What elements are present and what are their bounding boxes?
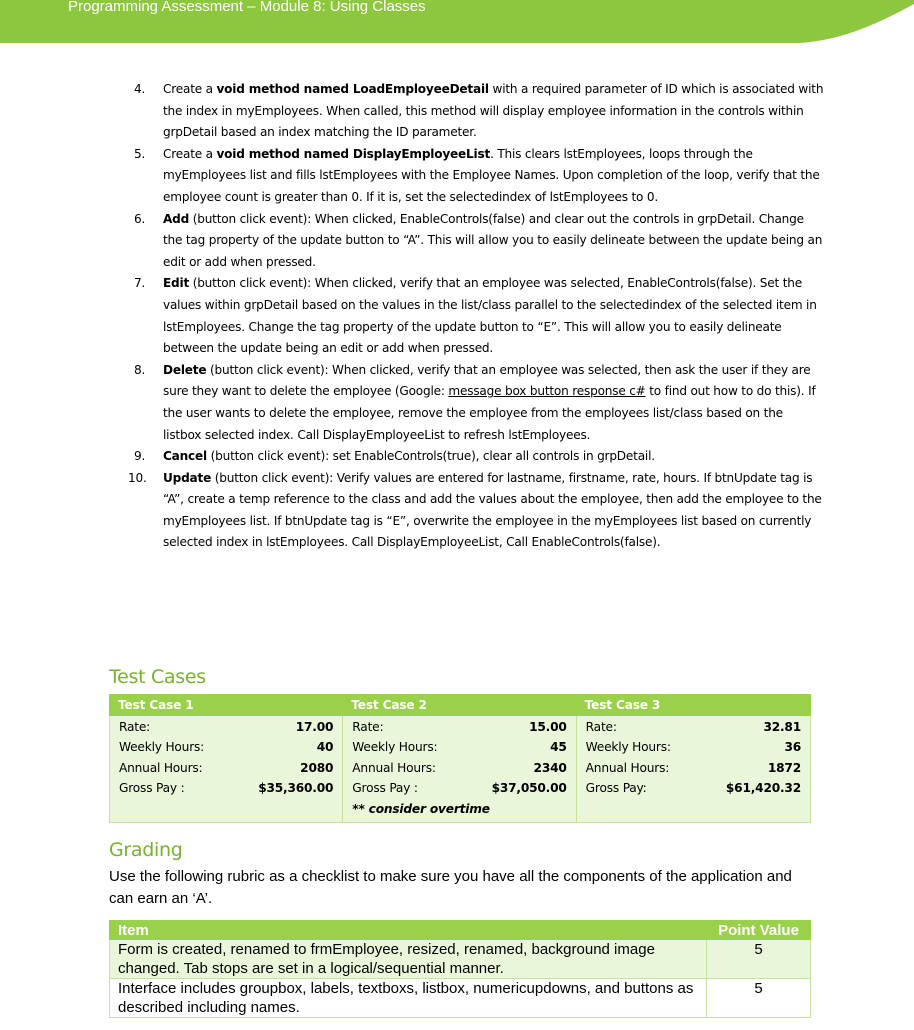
test-cases-table: [109, 694, 811, 823]
tc3-annual-label: Annual Hours:: [585, 760, 670, 775]
test-cases-heading: Test Cases: [109, 666, 206, 688]
step-keyword: void method named DisplayEmployeeList: [216, 146, 491, 161]
tc1-weekly-value: 40: [316, 740, 334, 755]
grading-heading: Grading: [109, 839, 183, 861]
test-case-3-cell: [576, 716, 810, 823]
step-number: 10.: [128, 470, 147, 485]
rubric-row: [110, 940, 811, 979]
rubric-points-header: Point Value: [707, 921, 811, 940]
tc3-weekly-row: [578, 737, 809, 757]
tc2-rate-label: Rate:: [352, 720, 384, 734]
tc3-weekly-label: Weekly Hours:: [585, 740, 671, 755]
tc2-weekly-row: [344, 737, 574, 757]
tc3-annual-value: 1872: [767, 760, 801, 775]
tc1-annual-value: 2080: [300, 760, 334, 775]
step-text: (button click event): When clicked, EnableControls(false) and clear out the controls in grpDetail. Change the tag property of the update button to “A”. This will allow you to easily delineate between the update being an edit or add when pressed.: [163, 211, 823, 269]
step-number: 9.: [134, 449, 146, 464]
tc2-gross-value: $37,050.00: [491, 781, 567, 796]
tc2-annual-label: Annual Hours:: [352, 760, 436, 775]
step-number: 8.: [134, 362, 146, 377]
step-text: Create a: [163, 146, 217, 161]
step-keyword: Add: [163, 211, 190, 226]
step-keyword: void method named LoadEmployeeDetail: [216, 82, 489, 96]
step-keyword: Cancel: [163, 449, 207, 464]
step-text: (button click event): When clicked, verify that an employee was selected, EnableControls(false). Set the values within grpDetail based on the values in the list/class parallel to the selectedindex of the selected item in lstEmployees. Change the tag property of the update button to “E”. This will allow you to easily delineate between the update being an edit or add when pressed.: [163, 276, 817, 356]
step-keyword: Delete: [163, 362, 207, 377]
step-number: 5.: [134, 146, 146, 161]
rubric-item: Form is created, renamed to frmEmployee, resized, renamed, background image changed. Tab stops are set in a logical/sequential manner.: [110, 940, 707, 979]
grading-intro: Use the following rubric as a checklist to make sure you have all the components of the application and can earn an ‘A’.: [109, 868, 792, 907]
tc1-gross-value: $35,360.00: [258, 781, 334, 796]
step-number: 7.: [134, 276, 146, 291]
step-text: Create a: [163, 82, 217, 96]
step-item: [134, 273, 824, 359]
step-item: [134, 446, 824, 468]
instruction-steps: [128, 79, 824, 554]
tc1-annual-row: [111, 758, 341, 778]
step-number: 4.: [134, 82, 146, 96]
search-hint-text: message box button response c#: [448, 384, 646, 399]
tc3-rate-value: 32.81: [763, 720, 801, 734]
rubric-header-row: [110, 921, 811, 940]
tc3-rate-row: [578, 717, 809, 737]
step-text: with a required parameter of ID which is associated with the index in myEmployees. When called, this method will display employee information in the controls within grpDetail based an index matching the ID parameter.: [163, 82, 824, 140]
step-keyword: Update: [163, 470, 212, 485]
step-text: (button click event): set EnableControls(true), clear all controls in grpDetail.: [206, 449, 655, 464]
tc2-rate-value: 15.00: [529, 720, 567, 734]
tc1-weekly-row: [111, 737, 341, 757]
tc2-annual-value: 2340: [533, 760, 567, 775]
step-text: to find out how to do this). If the user wants to delete the employee, remove the employee from the employees list/class based on the listbox selected index. Call DisplayEmployeeList to refresh lstEmployees.: [163, 384, 816, 442]
tc2-overtime-note: ** consider overtime: [352, 801, 490, 816]
test-case-1-cell: [110, 716, 343, 823]
tc2-weekly-label: Weekly Hours:: [352, 740, 438, 755]
step-number: 6.: [134, 211, 146, 226]
tc2-gross-row: [344, 778, 574, 798]
tc3-rate-label: Rate:: [585, 720, 617, 734]
rubric-points: 5: [707, 979, 811, 1018]
step-text: . This clears lstEmployees, loops through the myEmployees list and fills lstEmployees with the Employee Names. Upon completion of the loop, verify that the employee count is greater than 0. If it is, set the selectedindex of lstEmployees to 0.: [163, 146, 820, 204]
tc1-weekly-label: Weekly Hours:: [119, 740, 205, 755]
test-case-2-cell: [343, 716, 576, 823]
tc1-rate-row: [111, 717, 341, 737]
test-case-3-title: Test Case 3: [576, 695, 810, 716]
rubric-item-header: Item: [110, 921, 707, 940]
tc2-rate-row: [344, 717, 574, 737]
test-case-1-title: Test Case 1: [110, 695, 343, 716]
header-banner: [0, 0, 914, 43]
tc1-gross-label: Gross Pay :: [119, 781, 185, 796]
rubric-row: [110, 979, 811, 1018]
tc2-gross-label: Gross Pay :: [352, 781, 418, 796]
rubric-points: 5: [707, 940, 811, 979]
step-item: [128, 468, 824, 554]
step-text: (button click event): When clicked, verify that an employee was selected, then ask the user if they are sure they want to delete the employee (Google:: [163, 362, 811, 399]
tc3-gross-row: [578, 778, 809, 798]
step-item: [134, 209, 824, 274]
tc3-annual-row: [578, 758, 809, 778]
document-title: Programming Assessment – Module 8: Using Classes: [68, 0, 426, 15]
tc1-annual-label: Annual Hours:: [119, 760, 203, 775]
tc3-weekly-value: 36: [784, 740, 801, 755]
step-text: (button click event): Verify values are entered for lastname, firstname, rate, hours. If btnUpdate tag is “A”, create a temp reference to the class and add the values about the employee, then add the employee to the myEmployees list. If btnUpdate tag is “E”, overwrite the employee in the myEmployees list based on currently selected index in lstEmployees. Call DisplayEmployeeList, Call EnableControls(false).: [163, 470, 822, 550]
step-item: [134, 79, 824, 144]
tc1-rate-value: 17.00: [295, 720, 334, 734]
tc2-weekly-value: 45: [550, 740, 567, 755]
rubric-item: Interface includes groupbox, labels, textboxs, listbox, numericupdowns, and buttons as described including names.: [110, 979, 707, 1018]
tc2-annual-row: [344, 758, 574, 778]
step-item: [134, 144, 824, 209]
tc1-gross-row: [111, 778, 341, 798]
tc3-gross-label: Gross Pay:: [585, 781, 647, 796]
tc3-gross-value: $61,420.32: [725, 781, 801, 796]
tc1-rate-label: Rate:: [119, 720, 151, 734]
test-cases-body-row: [110, 716, 811, 823]
test-case-2-title: Test Case 2: [343, 695, 576, 716]
test-cases-header-row: [110, 695, 811, 716]
step-item: [134, 360, 824, 446]
step-keyword: Edit: [163, 276, 190, 291]
grading-rubric-table: [109, 920, 811, 1018]
